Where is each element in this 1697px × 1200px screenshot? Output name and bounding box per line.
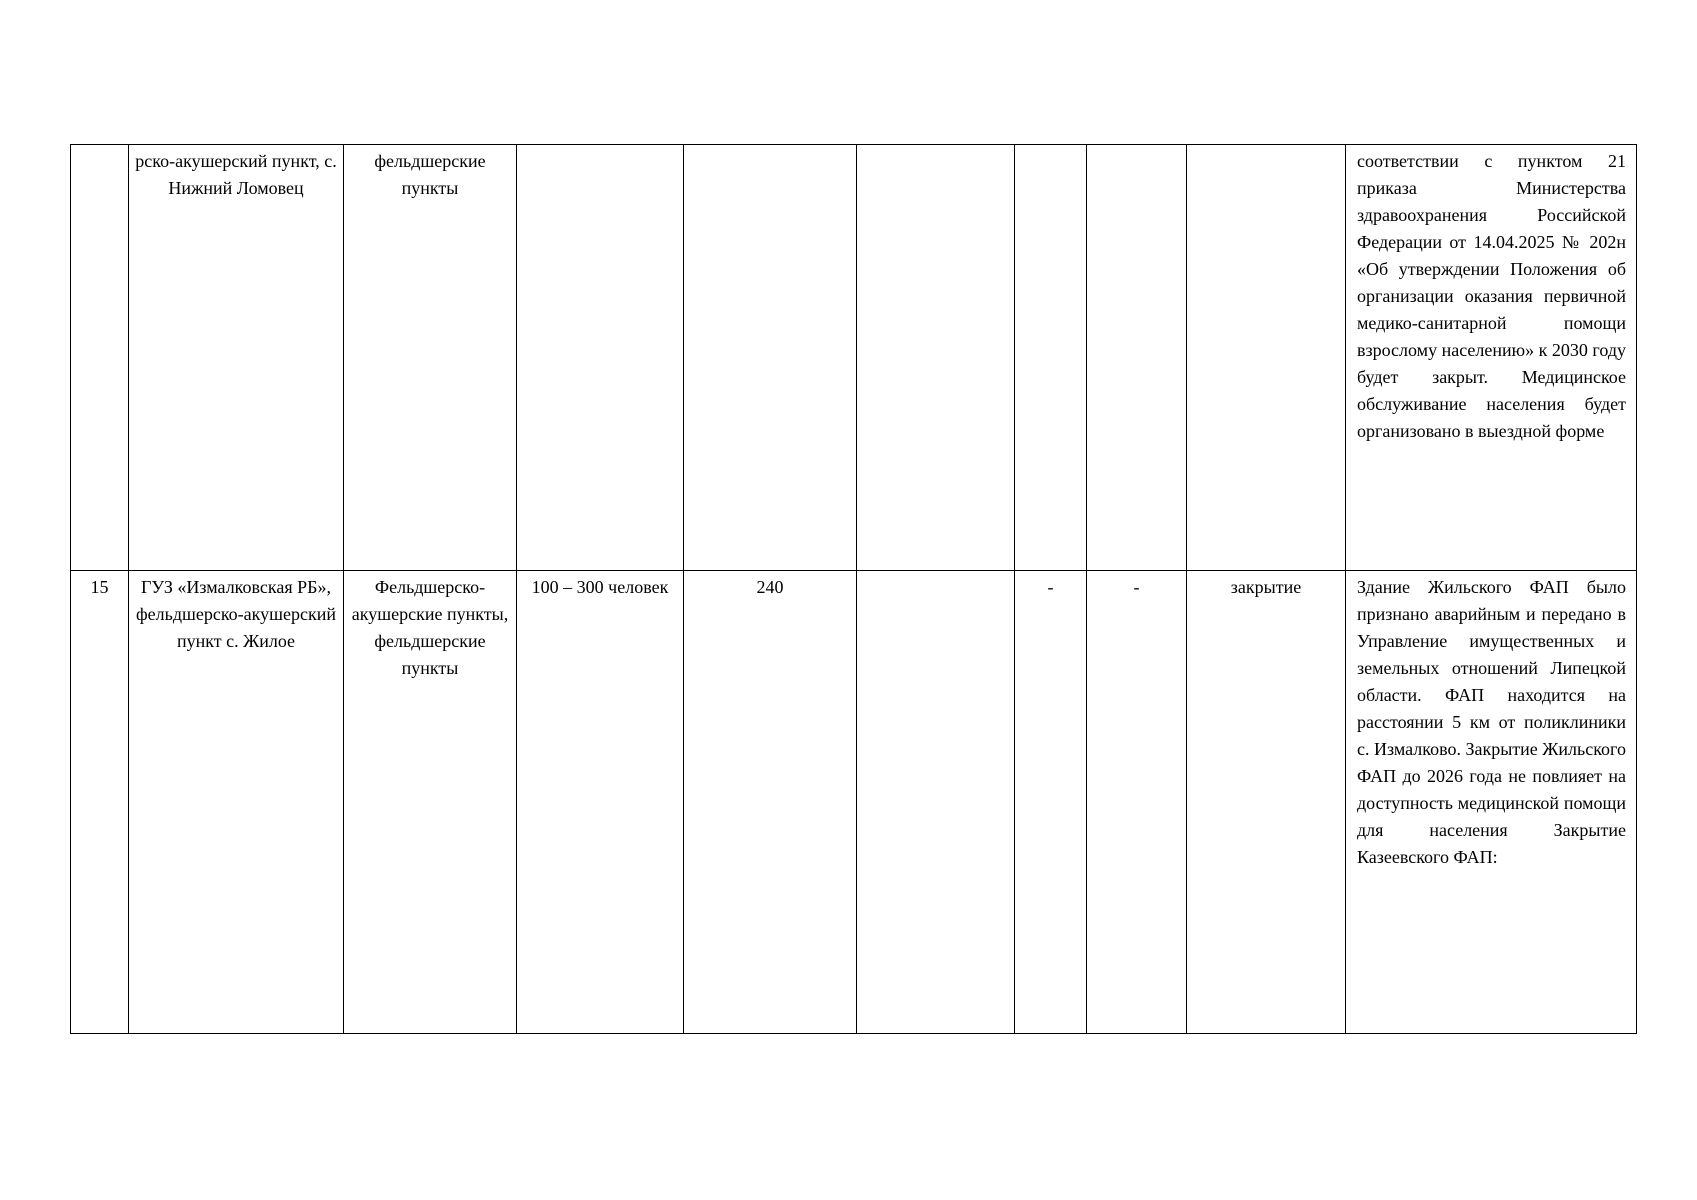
- cell-action: [1187, 145, 1346, 571]
- cell-col8: [1087, 145, 1187, 571]
- cell-population: 240: [684, 571, 857, 1034]
- cell-number: [71, 145, 129, 571]
- cell-type: Фельдшерско-акушерские пункты, фельдшерские пункты: [344, 571, 517, 1034]
- cell-population-range: 100 – 300 человек: [517, 571, 684, 1034]
- cell-note: соответствии с пунктом 21 приказа Министерства здравоохранения Российской Федерации от 14.04.2025 № 202н «Об утверждении Положения об организации оказания первичной медико-санитарной помощи взрослому населению» к 2030 году будет закрыт. Медицинское обслуживание населения будет организовано в выездной форме: [1346, 145, 1637, 571]
- cell-col6: [857, 571, 1015, 1034]
- cell-action: закрытие: [1187, 571, 1346, 1034]
- cell-col7: [1015, 145, 1087, 571]
- cell-note: Здание Жильского ФАП было признано аварийным и передано в Управление имущественных и земельных отношений Липецкой области. ФАП находится на расстоянии 5 км от поликлиники с. Измалково. Закрытие Жильского ФАП до 2026 года не повлияет на доступность медицинской помощи для населения Закрытие Казеевского ФАП:: [1346, 571, 1637, 1034]
- table-row: [71, 145, 1637, 571]
- cell-col8: -: [1087, 571, 1187, 1034]
- cell-number: 15: [71, 571, 129, 1034]
- table-row: [71, 571, 1637, 1034]
- cell-col7: -: [1015, 571, 1087, 1034]
- cell-type: фельдшерские пункты: [344, 145, 517, 571]
- cell-population-range: [517, 145, 684, 571]
- cell-institution: ГУЗ «Измалковская РБ», фельдшерско-акушерский пункт с. Жилое: [129, 571, 344, 1034]
- facilities-table: [70, 144, 1637, 1034]
- cell-col6: [857, 145, 1015, 571]
- cell-institution: рско-акушерский пункт, с. Нижний Ломовец: [129, 145, 344, 571]
- cell-population: [684, 145, 857, 571]
